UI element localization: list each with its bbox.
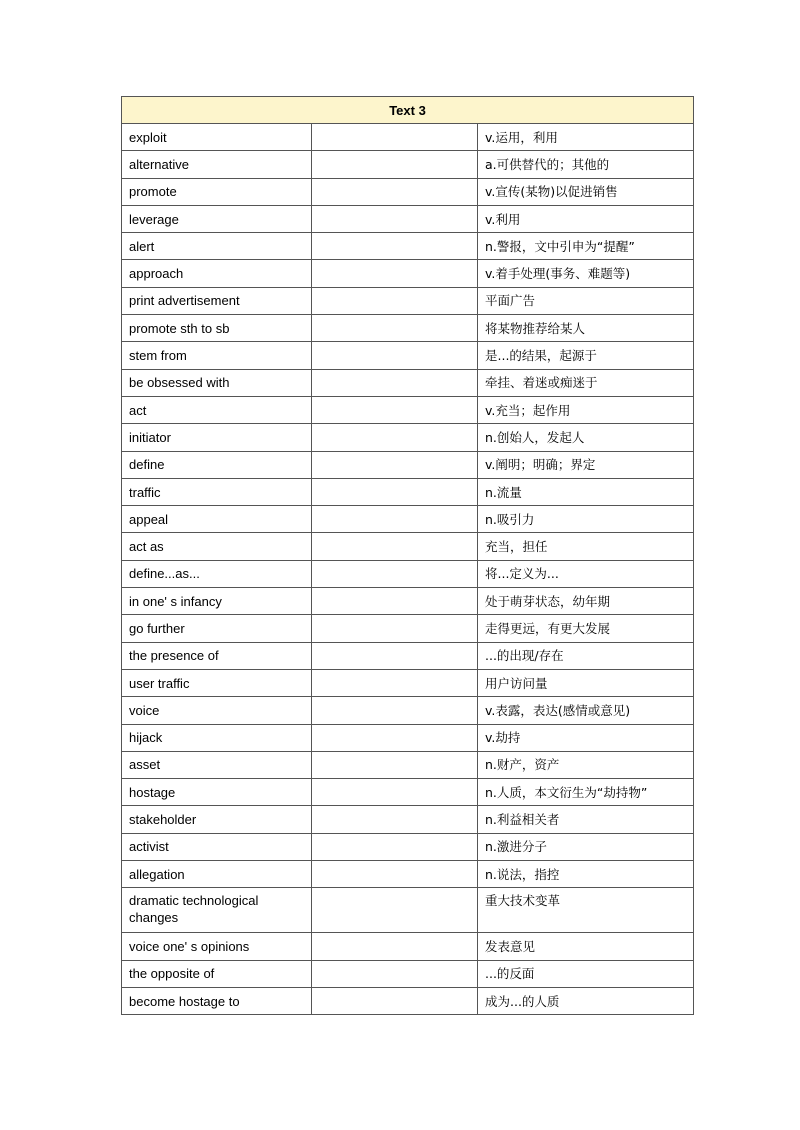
table-row (122, 861, 694, 888)
term-cell: hostage (122, 779, 312, 806)
term-cell: go further (122, 615, 312, 642)
term-cell: initiator (122, 424, 312, 451)
table-row (122, 751, 694, 778)
blank-cell[interactable] (312, 615, 478, 642)
meaning-cell: v.劫持 (478, 724, 694, 751)
table-row (122, 697, 694, 724)
table-row (122, 724, 694, 751)
meaning-cell: 成为...的人质 (478, 987, 694, 1014)
term-cell: activist (122, 833, 312, 860)
table-title: Text 3 (122, 97, 694, 124)
term-cell: in one' s infancy (122, 588, 312, 615)
term-cell: stem from (122, 342, 312, 369)
table-row (122, 806, 694, 833)
table-row (122, 615, 694, 642)
blank-cell[interactable] (312, 260, 478, 287)
term-cell: print advertisement (122, 287, 312, 314)
meaning-cell: v.利用 (478, 205, 694, 232)
term-cell: promote (122, 178, 312, 205)
meaning-cell: v.运用，利用 (478, 124, 694, 151)
term-cell: alternative (122, 151, 312, 178)
blank-cell[interactable] (312, 806, 478, 833)
table-row (122, 642, 694, 669)
blank-cell[interactable] (312, 233, 478, 260)
table-row (122, 424, 694, 451)
meaning-cell: ...的出现/存在 (478, 642, 694, 669)
table-row (122, 151, 694, 178)
table-row (122, 560, 694, 587)
blank-cell[interactable] (312, 833, 478, 860)
table-row (122, 369, 694, 396)
term-cell: allegation (122, 861, 312, 888)
meaning-cell: n.吸引力 (478, 506, 694, 533)
meaning-cell: n.人质，本文衍生为“劫持物” (478, 779, 694, 806)
blank-cell[interactable] (312, 396, 478, 423)
meaning-cell: 将某物推荐给某人 (478, 315, 694, 342)
table-row (122, 478, 694, 505)
table-row (122, 669, 694, 696)
blank-cell[interactable] (312, 751, 478, 778)
table-header-row (122, 97, 694, 124)
table-row (122, 396, 694, 423)
table-row (122, 287, 694, 314)
meaning-cell: 发表意见 (478, 933, 694, 960)
term-cell: stakeholder (122, 806, 312, 833)
meaning-cell: n.财产，资产 (478, 751, 694, 778)
blank-cell[interactable] (312, 124, 478, 151)
meaning-cell: n.说法，指控 (478, 861, 694, 888)
blank-cell[interactable] (312, 369, 478, 396)
table-row (122, 124, 694, 151)
term-cell: promote sth to sb (122, 315, 312, 342)
table-row (122, 533, 694, 560)
term-cell: act (122, 396, 312, 423)
blank-cell[interactable] (312, 888, 478, 933)
blank-cell[interactable] (312, 588, 478, 615)
table-row (122, 178, 694, 205)
table-row (122, 779, 694, 806)
term-cell: appeal (122, 506, 312, 533)
blank-cell[interactable] (312, 342, 478, 369)
meaning-cell: v.宣传(某物)以促进销售 (478, 178, 694, 205)
blank-cell[interactable] (312, 560, 478, 587)
blank-cell[interactable] (312, 424, 478, 451)
table-row (122, 342, 694, 369)
meaning-cell: 走得更远，有更大发展 (478, 615, 694, 642)
term-cell: approach (122, 260, 312, 287)
term-cell: define...as... (122, 560, 312, 587)
term-cell: act as (122, 533, 312, 560)
blank-cell[interactable] (312, 779, 478, 806)
meaning-cell: 重大技术变革 (478, 888, 694, 933)
blank-cell[interactable] (312, 987, 478, 1014)
meaning-cell: n.警报，文中引申为“提醒” (478, 233, 694, 260)
term-cell: hijack (122, 724, 312, 751)
table-row (122, 506, 694, 533)
meaning-cell: 是...的结果，起源于 (478, 342, 694, 369)
meaning-cell: v.表露，表达(感情或意见) (478, 697, 694, 724)
term-cell: the opposite of (122, 960, 312, 987)
blank-cell[interactable] (312, 506, 478, 533)
table-row (122, 260, 694, 287)
blank-cell[interactable] (312, 478, 478, 505)
blank-cell[interactable] (312, 669, 478, 696)
meaning-cell: v.充当；起作用 (478, 396, 694, 423)
blank-cell[interactable] (312, 533, 478, 560)
meaning-cell: 充当，担任 (478, 533, 694, 560)
blank-cell[interactable] (312, 178, 478, 205)
table-row (122, 315, 694, 342)
blank-cell[interactable] (312, 724, 478, 751)
term-cell: dramatic technological changes (122, 888, 312, 933)
blank-cell[interactable] (312, 697, 478, 724)
term-cell: be obsessed with (122, 369, 312, 396)
meaning-cell: 处于萌芽状态，幼年期 (478, 588, 694, 615)
term-cell: asset (122, 751, 312, 778)
table-row (122, 888, 694, 933)
blank-cell[interactable] (312, 642, 478, 669)
meaning-cell: n.流量 (478, 478, 694, 505)
table-body (122, 124, 694, 1015)
blank-cell[interactable] (312, 205, 478, 232)
table-row (122, 833, 694, 860)
table-row (122, 987, 694, 1014)
term-cell: traffic (122, 478, 312, 505)
blank-cell[interactable] (312, 451, 478, 478)
term-cell: the presence of (122, 642, 312, 669)
meaning-cell: n.利益相关者 (478, 806, 694, 833)
meaning-cell: n.创始人，发起人 (478, 424, 694, 451)
term-cell: become hostage to (122, 987, 312, 1014)
meaning-cell: 将...定义为... (478, 560, 694, 587)
term-cell: user traffic (122, 669, 312, 696)
table-row (122, 451, 694, 478)
blank-cell[interactable] (312, 287, 478, 314)
term-cell: leverage (122, 205, 312, 232)
vocabulary-table (121, 96, 694, 1015)
meaning-cell: v.阐明；明确；界定 (478, 451, 694, 478)
blank-cell[interactable] (312, 151, 478, 178)
term-cell: alert (122, 233, 312, 260)
blank-cell[interactable] (312, 960, 478, 987)
meaning-cell: n.激进分子 (478, 833, 694, 860)
meaning-cell: 牵挂、着迷或痴迷于 (478, 369, 694, 396)
meaning-cell: 用户访问量 (478, 669, 694, 696)
table-row (122, 205, 694, 232)
term-cell: voice (122, 697, 312, 724)
table-row (122, 588, 694, 615)
meaning-cell: 平面广告 (478, 287, 694, 314)
meaning-cell: v.着手处理(事务、难题等) (478, 260, 694, 287)
term-cell: voice one' s opinions (122, 933, 312, 960)
table-row (122, 960, 694, 987)
table-row (122, 233, 694, 260)
table-row (122, 933, 694, 960)
term-cell: define (122, 451, 312, 478)
meaning-cell: ...的反面 (478, 960, 694, 987)
meaning-cell: a.可供替代的；其他的 (478, 151, 694, 178)
blank-cell[interactable] (312, 933, 478, 960)
blank-cell[interactable] (312, 861, 478, 888)
blank-cell[interactable] (312, 315, 478, 342)
term-cell: exploit (122, 124, 312, 151)
